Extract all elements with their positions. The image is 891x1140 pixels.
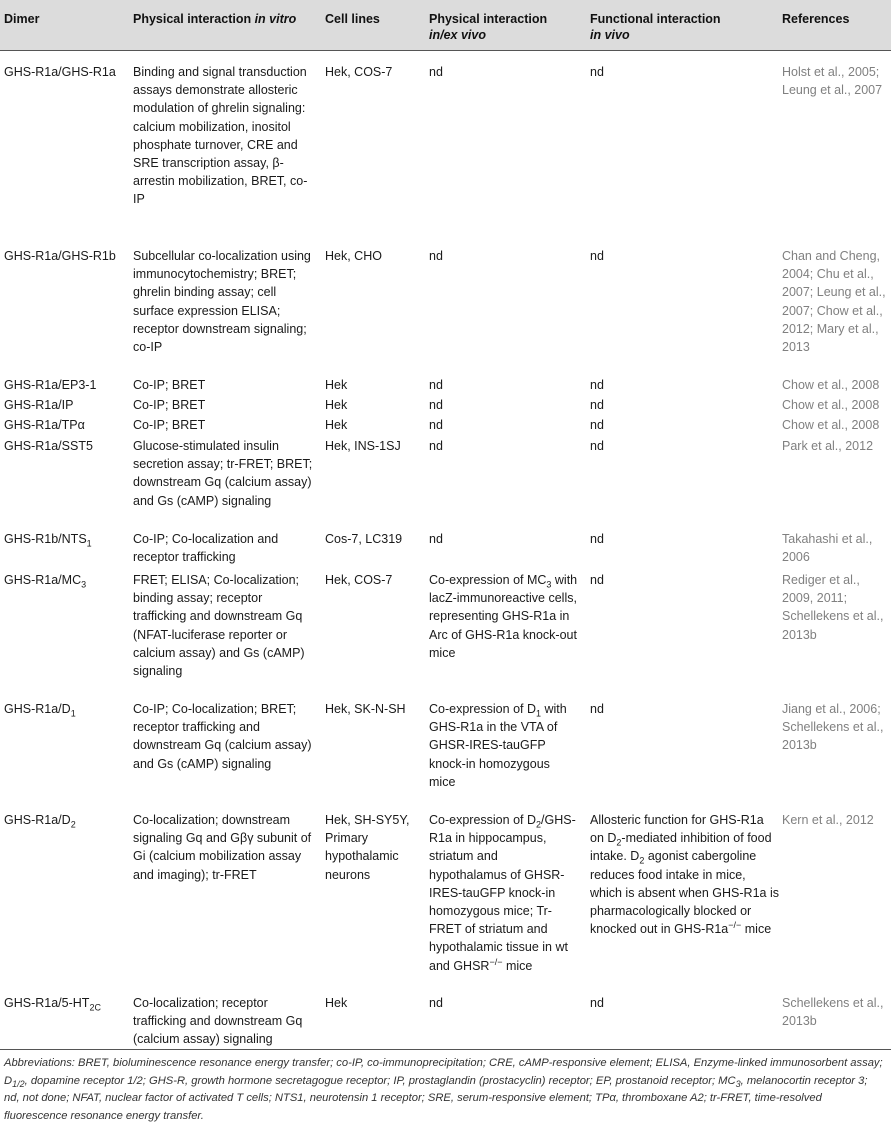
cell-functional-in-vivo: nd	[590, 398, 604, 412]
cell-dimer: GHS-R1a/GHS-R1b	[4, 249, 116, 263]
cell-physical-in-vitro: Co-IP; BRET	[133, 418, 206, 432]
cell-dimer: GHS-R1a/GHS-R1a	[4, 65, 116, 79]
cell-physical-in-vitro: Co-localization; downstream signaling Gq and Gβγ subunit of Gi (calcium mobilization assay and imaging); tr-FRET	[133, 813, 312, 882]
cell-references: Rediger et al., 2009, 2011; Schellekens et al., 2013b	[782, 573, 884, 642]
header-references: References	[782, 12, 850, 26]
cell-physical-in-ex-vivo: nd	[429, 996, 443, 1010]
cell-functional-in-vivo: nd	[590, 996, 604, 1010]
cell-physical-in-vitro: Co-IP; Co-localization and receptor trafficking	[133, 532, 279, 565]
cell-cell-lines: Hek, SK-N-SH	[325, 702, 406, 716]
cell-physical-in-vitro: Co-localization; receptor trafficking and downstream Gq (calcium assay) signaling	[133, 996, 303, 1047]
cell-functional-in-vivo: nd	[590, 702, 604, 716]
cell-references: Kern et al., 2012	[782, 813, 874, 827]
cell-dimer: GHS-$R1a/5-HT_{2C}$	[4, 996, 101, 1013]
cell-dimer: GHS-$R1a/MC_3$	[4, 573, 87, 590]
cell-dimer: GHS-R1a/IP	[4, 398, 74, 412]
table-footnote: Abbreviations: BRET, bioluminescence resonance energy transfer; co-IP, co-immunoprecipitation; CRE, cAMP-responsive element; ELISA, Enzyme-linked immunosorbent assay; $D_{1/2}$, dopamine receptor 1/2; GHS-R, growth hormone secretagogue receptor; IP, prostaglandin (prostacyclin) receptor; EP, prostanoid receptor; $MC_3$, melanocortin receptor 3; nd, not done; NFAT, nuclear factor of activated T cells; NTS1, neurotensin 1 receptor; SRE, serum-responsive element; TPα, thromboxane A2; tr-FRET, time-resolved fluorescence resonance energy transfer.	[4, 1057, 883, 1122]
cell-cell-lines: Hek	[325, 996, 348, 1010]
cell-physical-in-ex-vivo: nd	[429, 439, 443, 453]
cell-physical-in-ex-vivo: Co-expression of $MC_3$ with lacZ-immunoreactive cells, representing GHS-R1a in Arc of GHS-R1a knock-out mice	[429, 573, 578, 660]
cell-physical-in-vitro: Co-IP; BRET	[133, 378, 206, 392]
cell-functional-in-vivo: nd	[590, 418, 604, 432]
cell-references: Chan and Cheng, 2004; Chu et al., 2007; Leung et al., 2007; Chow et al., 2012; Mary et al., 2013	[782, 249, 886, 355]
table-bottom-rule	[0, 1049, 891, 1050]
cell-functional-in-vivo: Allosteric function for GHS-R1a on $D_2$-mediated inhibition of food intake. $D_2$ agonist cabergoline reduces food intake in mice, which is absent when GHS-R1a is pharmacologically blocked or knocked out in GHS-R1a−/− mice	[590, 813, 779, 937]
cell-physical-in-ex-vivo: nd	[429, 65, 443, 79]
cell-physical-in-vitro: Subcellular co-localization using immunocytochemistry; BRET; ghrelin binding assay; cell surface expression ELISA; receptor downstream signaling; co-IP	[133, 249, 311, 355]
cell-functional-in-vivo: nd	[590, 249, 604, 263]
cell-references: Takahashi et al., 2006	[782, 532, 873, 565]
cell-cell-lines: Hek, COS-7	[325, 573, 393, 587]
cell-physical-in-vitro: Glucose-stimulated insulin secretion assay; tr-FRET; BRET; downstream Gq (calcium assay) and Gs (cAMP) signaling	[133, 439, 313, 508]
header-physical-in-vitro: Physical interaction in vitro	[133, 12, 297, 26]
cell-references: Jiang et al., 2006; Schellekens et al., 2013b	[782, 702, 884, 753]
cell-functional-in-vivo: nd	[590, 573, 604, 587]
cell-cell-lines: Cos-7, LC319	[325, 532, 403, 546]
cell-references: Chow et al., 2008	[782, 418, 880, 432]
cell-references: Chow et al., 2008	[782, 398, 880, 412]
header-cell-lines: Cell lines	[325, 12, 380, 26]
cell-physical-in-vitro: FRET; ELISA; Co-localization; binding assay; receptor trafficking and downstream Gq (NFAT-luciferase reporter or calcium assay) and Gs (cAMP) signaling	[133, 573, 305, 679]
cell-physical-in-ex-vivo: nd	[429, 249, 443, 263]
cell-physical-in-ex-vivo: nd	[429, 398, 443, 412]
cell-cell-lines: Hek	[325, 378, 348, 392]
cell-functional-in-vivo: nd	[590, 439, 604, 453]
header-divider	[0, 50, 891, 51]
cell-cell-lines: Hek	[325, 398, 348, 412]
header-physical-in-ex-vivo: Physical interaction in/ex vivo	[429, 12, 548, 42]
cell-dimer: GHS-$R1a/D_2$	[4, 813, 76, 830]
cell-physical-in-ex-vivo: Co-expression of $D_2/GHS-R1a$ in hippocampus, striatum and hypothalamus of GHSR-IRES-tauGFP knock-in homozygous mice; Tr-FRET of striatum and hypothalamic tissue in wt and GHSR−/− mice	[429, 813, 576, 973]
cell-references: Schellekens et al., 2013b	[782, 996, 884, 1029]
cell-references: Holst et al., 2005; Leung et al., 2007	[782, 65, 883, 98]
cell-physical-in-ex-vivo: Co-expression of $D_1$ with GHS-R1a in the VTA of GHSR-IRES-tauGFP knock-in homozygous mice	[429, 702, 567, 789]
cell-dimer: GHS-R1a/EP3-1	[4, 378, 97, 392]
cell-references: Park et al., 2012	[782, 439, 874, 453]
cell-cell-lines: Hek, INS-1SJ	[325, 439, 401, 453]
cell-cell-lines: Hek, COS-7	[325, 65, 393, 79]
cell-physical-in-ex-vivo: nd	[429, 418, 443, 432]
cell-cell-lines: Hek	[325, 418, 348, 432]
cell-physical-in-ex-vivo: nd	[429, 378, 443, 392]
cell-physical-in-vitro: Co-IP; BRET	[133, 398, 206, 412]
cell-cell-lines: Hek, SH-SY5Y, Primary hypothalamic neurons	[325, 813, 410, 882]
header-functional-in-vivo: Functional interaction in vivo	[590, 12, 721, 42]
cell-dimer: GHS-$R1a/D_1$	[4, 702, 76, 719]
header-dimer: Dimer	[4, 12, 40, 26]
cell-functional-in-vivo: nd	[590, 532, 604, 546]
cell-dimer: GHS-$R1b/NTS_1$	[4, 532, 92, 549]
cell-functional-in-vivo: nd	[590, 65, 604, 79]
cell-physical-in-vitro: Co-IP; Co-localization; BRET; receptor trafficking and downstream Gq (calcium assay) and Gs (cAMP) signaling	[133, 702, 312, 771]
cell-dimer: GHS-R1a/TPα	[4, 418, 85, 432]
cell-references: Chow et al., 2008	[782, 378, 880, 392]
cell-functional-in-vivo: nd	[590, 378, 604, 392]
cell-physical-in-ex-vivo: nd	[429, 532, 443, 546]
cell-physical-in-vitro: Binding and signal transduction assays demonstrate allosteric modulation of ghrelin signaling: calcium mobilization, inositol phosphate turnover, CRE and SRE transcription assay, β-arrestin mobilization, BRET, co-IP	[133, 65, 308, 207]
table-header	[0, 0, 891, 50]
cell-cell-lines: Hek, CHO	[325, 249, 382, 263]
cell-dimer: GHS-R1a/SST5	[4, 439, 93, 453]
